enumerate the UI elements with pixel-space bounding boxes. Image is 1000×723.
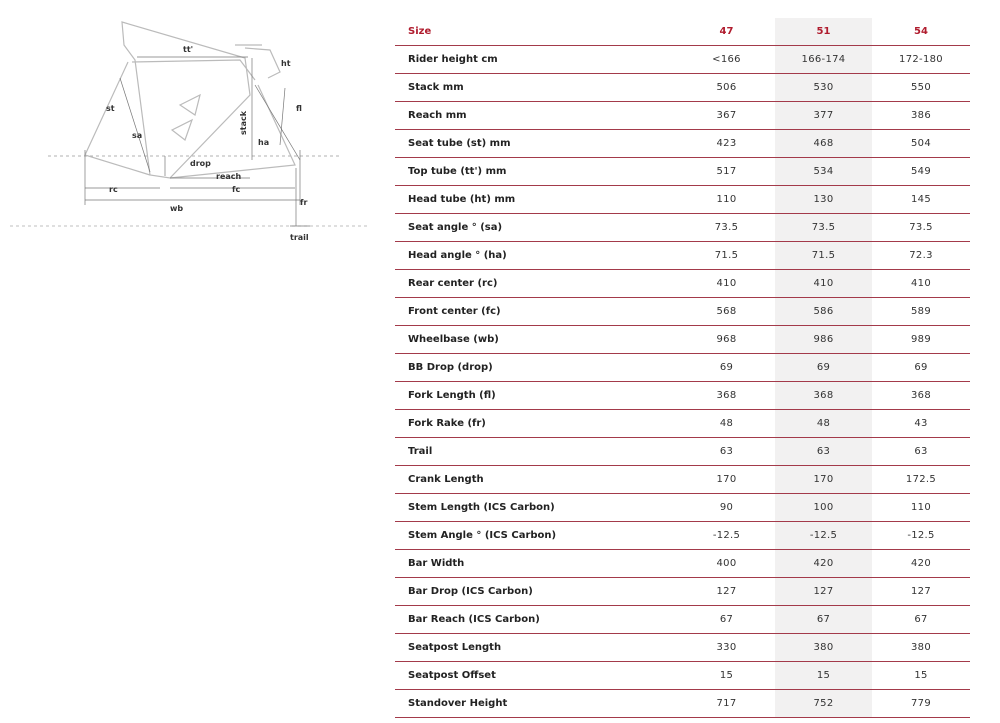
cell-value: 586 — [775, 298, 872, 326]
cell-value: 368 — [775, 382, 872, 410]
table-row — [395, 634, 970, 662]
cell-value: 127 — [678, 578, 775, 606]
label-fc: fc — [232, 185, 241, 194]
cell-value: -12.5 — [872, 522, 970, 550]
row-label: Seatpost Offset — [395, 662, 678, 690]
cell-value: 410 — [775, 270, 872, 298]
geometry-table-body — [395, 46, 970, 718]
cell-value: 568 — [678, 298, 775, 326]
table-row — [395, 242, 970, 270]
label-tt: tt' — [183, 45, 194, 54]
cell-value: 48 — [678, 410, 775, 438]
cell-value: 110 — [678, 186, 775, 214]
table-row — [395, 186, 970, 214]
row-label: Top tube (tt') mm — [395, 158, 678, 186]
cell-value: 504 — [872, 130, 970, 158]
cell-value: 367 — [678, 102, 775, 130]
row-label: Head angle ° (ha) — [395, 242, 678, 270]
cell-value: 420 — [872, 550, 970, 578]
table-row — [395, 270, 970, 298]
cell-value: 549 — [872, 158, 970, 186]
table-row — [395, 550, 970, 578]
row-label: Seat tube (st) mm — [395, 130, 678, 158]
cell-value: 779 — [872, 690, 970, 718]
cell-value: 377 — [775, 102, 872, 130]
table-row — [395, 578, 970, 606]
table-row — [395, 158, 970, 186]
row-label: Bar Drop (ICS Carbon) — [395, 578, 678, 606]
size-column-header: 54 — [872, 18, 970, 46]
cell-value: 48 — [775, 410, 872, 438]
table-row — [395, 410, 970, 438]
cell-value: 368 — [678, 382, 775, 410]
cell-value: 90 — [678, 494, 775, 522]
row-label: Stem Length (ICS Carbon) — [395, 494, 678, 522]
table-row — [395, 130, 970, 158]
cell-value: 15 — [678, 662, 775, 690]
row-label: Rider height cm — [395, 46, 678, 74]
table-row — [395, 494, 970, 522]
label-fl: fl — [296, 104, 302, 113]
table-row — [395, 438, 970, 466]
cell-value: 717 — [678, 690, 775, 718]
row-label: Fork Rake (fr) — [395, 410, 678, 438]
row-label: Bar Width — [395, 550, 678, 578]
cell-value: 127 — [775, 578, 872, 606]
table-row — [395, 326, 970, 354]
cell-value: 67 — [872, 606, 970, 634]
table-row — [395, 74, 970, 102]
label-stack: stack — [239, 110, 248, 135]
cell-value: 73.5 — [678, 214, 775, 242]
cell-value: 71.5 — [678, 242, 775, 270]
bike-geometry-diagram — [0, 0, 380, 250]
cell-value: 172-180 — [872, 46, 970, 74]
frame-drawing — [0, 0, 380, 250]
label-ht: ht — [281, 59, 291, 68]
row-label: Crank Length — [395, 466, 678, 494]
table-row — [395, 606, 970, 634]
row-label: Fork Length (fl) — [395, 382, 678, 410]
row-label: Seat angle ° (sa) — [395, 214, 678, 242]
cell-value: 968 — [678, 326, 775, 354]
row-label: Bar Reach (ICS Carbon) — [395, 606, 678, 634]
size-column-header: 47 — [678, 18, 775, 46]
cell-value: 69 — [678, 354, 775, 382]
cell-value: -12.5 — [678, 522, 775, 550]
label-ha: ha — [258, 138, 270, 147]
cell-value: 15 — [775, 662, 872, 690]
row-label: Stack mm — [395, 74, 678, 102]
table-row — [395, 382, 970, 410]
cell-value: 380 — [872, 634, 970, 662]
cell-value: 368 — [872, 382, 970, 410]
cell-value: 145 — [872, 186, 970, 214]
cell-value: 410 — [678, 270, 775, 298]
label-wb: wb — [170, 204, 184, 213]
cell-value: 15 — [872, 662, 970, 690]
cell-value: 110 — [872, 494, 970, 522]
label-trail: trail — [290, 233, 309, 242]
table-header-row — [395, 18, 970, 46]
row-label: Front center (fc) — [395, 298, 678, 326]
table-row — [395, 354, 970, 382]
label-drop: drop — [190, 159, 211, 168]
cell-value: 380 — [775, 634, 872, 662]
cell-value: 127 — [872, 578, 970, 606]
cell-value: 550 — [872, 74, 970, 102]
cell-value: 71.5 — [775, 242, 872, 270]
cell-value: 420 — [775, 550, 872, 578]
label-rc: rc — [109, 185, 118, 194]
cell-value: 67 — [775, 606, 872, 634]
table-row — [395, 522, 970, 550]
table-row — [395, 46, 970, 74]
cell-value: 534 — [775, 158, 872, 186]
cell-value: 63 — [872, 438, 970, 466]
cell-value: 386 — [872, 102, 970, 130]
cell-value: 100 — [775, 494, 872, 522]
cell-value: 73.5 — [872, 214, 970, 242]
cell-value: 63 — [678, 438, 775, 466]
cell-value: 752 — [775, 690, 872, 718]
cell-value: 517 — [678, 158, 775, 186]
size-column-header: 51 — [775, 18, 872, 46]
cell-value: <166 — [678, 46, 775, 74]
row-label: Head tube (ht) mm — [395, 186, 678, 214]
cell-value: 468 — [775, 130, 872, 158]
table-row — [395, 214, 970, 242]
cell-value: 589 — [872, 298, 970, 326]
cell-value: 986 — [775, 326, 872, 354]
cell-value: 72.3 — [872, 242, 970, 270]
cell-value: 73.5 — [775, 214, 872, 242]
cell-value: 400 — [678, 550, 775, 578]
size-header: Size — [395, 18, 678, 46]
cell-value: 170 — [678, 466, 775, 494]
cell-value: 506 — [678, 74, 775, 102]
cell-value: 410 — [872, 270, 970, 298]
cell-value: 172.5 — [872, 466, 970, 494]
table-row — [395, 690, 970, 718]
cell-value: 423 — [678, 130, 775, 158]
label-reach: reach — [216, 172, 242, 181]
table-row — [395, 102, 970, 130]
row-label: Trail — [395, 438, 678, 466]
row-label: Stem Angle ° (ICS Carbon) — [395, 522, 678, 550]
table-row — [395, 298, 970, 326]
cell-value: 170 — [775, 466, 872, 494]
cell-value: 43 — [872, 410, 970, 438]
table-row — [395, 662, 970, 690]
cell-value: 63 — [775, 438, 872, 466]
cell-value: 69 — [775, 354, 872, 382]
cell-value: 67 — [678, 606, 775, 634]
cell-value: 166-174 — [775, 46, 872, 74]
cell-value: 130 — [775, 186, 872, 214]
row-label: Rear center (rc) — [395, 270, 678, 298]
label-st: st — [106, 104, 115, 113]
label-sa: sa — [132, 131, 143, 140]
row-label: BB Drop (drop) — [395, 354, 678, 382]
cell-value: 989 — [872, 326, 970, 354]
geometry-table — [395, 18, 970, 718]
label-fr: fr — [300, 198, 308, 207]
table-row — [395, 466, 970, 494]
cell-value: 330 — [678, 634, 775, 662]
cell-value: 69 — [872, 354, 970, 382]
cell-value: -12.5 — [775, 522, 872, 550]
row-label: Seatpost Length — [395, 634, 678, 662]
row-label: Wheelbase (wb) — [395, 326, 678, 354]
row-label: Standover Height — [395, 690, 678, 718]
row-label: Reach mm — [395, 102, 678, 130]
cell-value: 530 — [775, 74, 872, 102]
